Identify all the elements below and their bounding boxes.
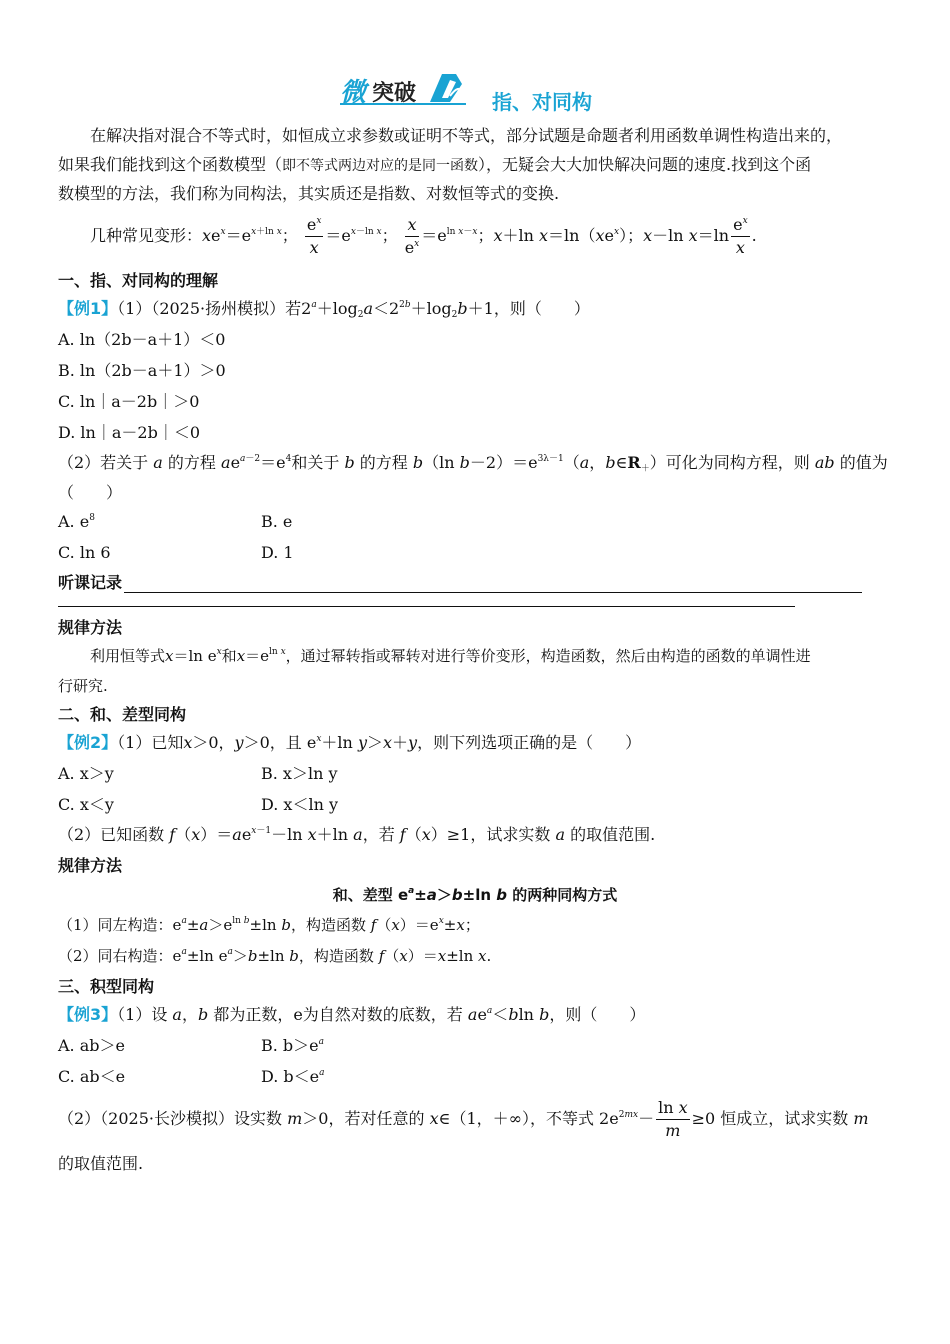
notes-line-2 [58, 606, 795, 607]
intro-line-1: 在解决指对混合不等式时，如恒成立求参数或证明不等式，部分试题是命题者利用函数单调性构造出来的， [90, 126, 843, 145]
example-2-option-b: B. x＞ln y [261, 764, 338, 783]
example-1-option-d: D. ln｜a－2b｜＜0 [58, 423, 200, 442]
banner-tupo: 突破 [372, 81, 417, 106]
example-2-q1: 【例2】（1）已知x＞0，y＞0，且 $e^x+\ln$ y＞x＋y，则下列选项正确的是（ ） [58, 733, 642, 752]
method-1-text-2: 行研究. [58, 677, 108, 695]
method-1-label: 规律方法 [58, 618, 123, 637]
example-3-option-a: A. ab＞e [58, 1036, 125, 1055]
fraction-x-over-ex: $\frac{x}{e^x}$ [404, 215, 420, 257]
example-3-q1: 【例3】（1）设 a，b 都为正数，e为自然对数的底数，若 $ae^a<bln$ b，则（ ） [58, 1005, 646, 1024]
example-2-option-c: C. x＜y [58, 795, 114, 814]
example-1-option-a: A. ln（2b－a＋1）＜0 [58, 330, 226, 349]
example-1-q2: （2）若关于 a 的方程 $ae^{a-2}=e^4$和关于 b 的方程 b（ln $b-2)=e^{3\lambda-1}(a$，$b\in R_+$）可化为同构方程，则 ab 的值为 [58, 453, 888, 474]
method-2-subtitle: 和、差型 $e^a\pm a>b\pm\ln$ b 的两种同构方式 [332, 886, 618, 904]
method-2-label: 规律方法 [58, 856, 123, 875]
fraction-lnx-over-m: $\frac{\text{ln x}}{m}$ [658, 1098, 688, 1140]
example-1-q2-option-c: C. ln 6 [58, 543, 111, 562]
method-2-rule-1: （1）同左构造：$e^a\pm a>e^{ln b}\pm\ln$ b，构造函数 $f(x)=e^x\pm x$； [58, 916, 480, 934]
example-1-q2-option-a: A. $e^8$ [58, 512, 95, 531]
intro-line-2: 如果我们能找到这个函数模型（即不等式两边对应的是同一函数），无疑会大大加快解决问题的速度.找到这个函 [58, 155, 812, 174]
example-1-q2-option-d: D. 1 [261, 543, 294, 562]
example-1-q2-option-b: B. e [261, 512, 293, 531]
example-1-option-b: B. ln（2b－a＋1）＞0 [58, 361, 226, 380]
section-3-heading: 三、积型同构 [58, 977, 155, 996]
example-3-q2: （2）（2025·长沙模拟）设实数 m＞0，若对任意的 x∈（1，＋∞），不等式 $2e^{2mx}-$ $\frac{\text{ln x}}{m}$ ≥0 恒成立，试求实数 m [58, 1098, 869, 1140]
example-2-q2: （2）已知函数 $f(x)=ae^{x-1}-\ln$ x＋ln a，若 f（x）≥1，试求实数 a 的取值范围. [58, 825, 656, 844]
example-3-q2-last: 的取值范围. [58, 1154, 144, 1173]
example-2-option-a: A. x＞y [58, 764, 114, 783]
example-1-q2-paren: （ ） [58, 483, 123, 502]
notes-label: 听课记录 [58, 573, 123, 592]
example-3-option-b: B. $b>e^a$ [261, 1036, 325, 1055]
example-3-option-c: C. ab＜e [58, 1067, 126, 1086]
section-1-heading: 一、指、对同构的理解 [58, 271, 219, 290]
fraction-ex-over-x: $\frac{e^x}{x}$ [306, 215, 322, 257]
example-2-option-d: D. x＜ln y [261, 795, 339, 814]
method-1-text-1: 利用恒等式x＝ln $e^x$和$x=e^{ln x}$，通过幂转指或幂转对进行等价变形，构造函数，然后由构造的函数的单调性进 [90, 647, 811, 665]
notes-line-1 [124, 592, 862, 593]
intro-line-3: 数模型的方法，我们称为同构法，其实质还是指数、对数恒等式的变换. [58, 184, 560, 203]
page-title: 指、对同构 [492, 90, 592, 114]
common-forms: 几种常见变形：$xe^x=e^{x+ln x}$； $\frac{e^x}{x}$ $=e^{x-ln x}$； $\frac{x}{e^x}$ $=e^{ln x-x}$；x＋ln $x=\ln(xe^x)$；x－ln x＝ln $\frac{e^x}{x}$ . [90, 215, 757, 257]
section-2-heading: 二、和、差型同构 [58, 705, 187, 724]
fraction-ex-over-x-2: $\frac{e^x}{x}$ [733, 215, 748, 257]
example-3-option-d: D. $b<e^a$ [261, 1067, 325, 1086]
example-1-q1: 【例1】（1）（2025·扬州模拟）若$2^a+\log_2a<2^{2b}+\log_2b+1$，则（ ） [58, 299, 590, 320]
example-1-option-c: C. ln｜a－2b｜＞0 [58, 392, 200, 411]
banner-wei: 微 [340, 78, 367, 108]
method-2-rule-2: （2）同右构造：$e^a\pm\ln$ $e^a>b\pm\ln$ b，构造函数 f（x）＝x±ln x. [58, 947, 492, 965]
